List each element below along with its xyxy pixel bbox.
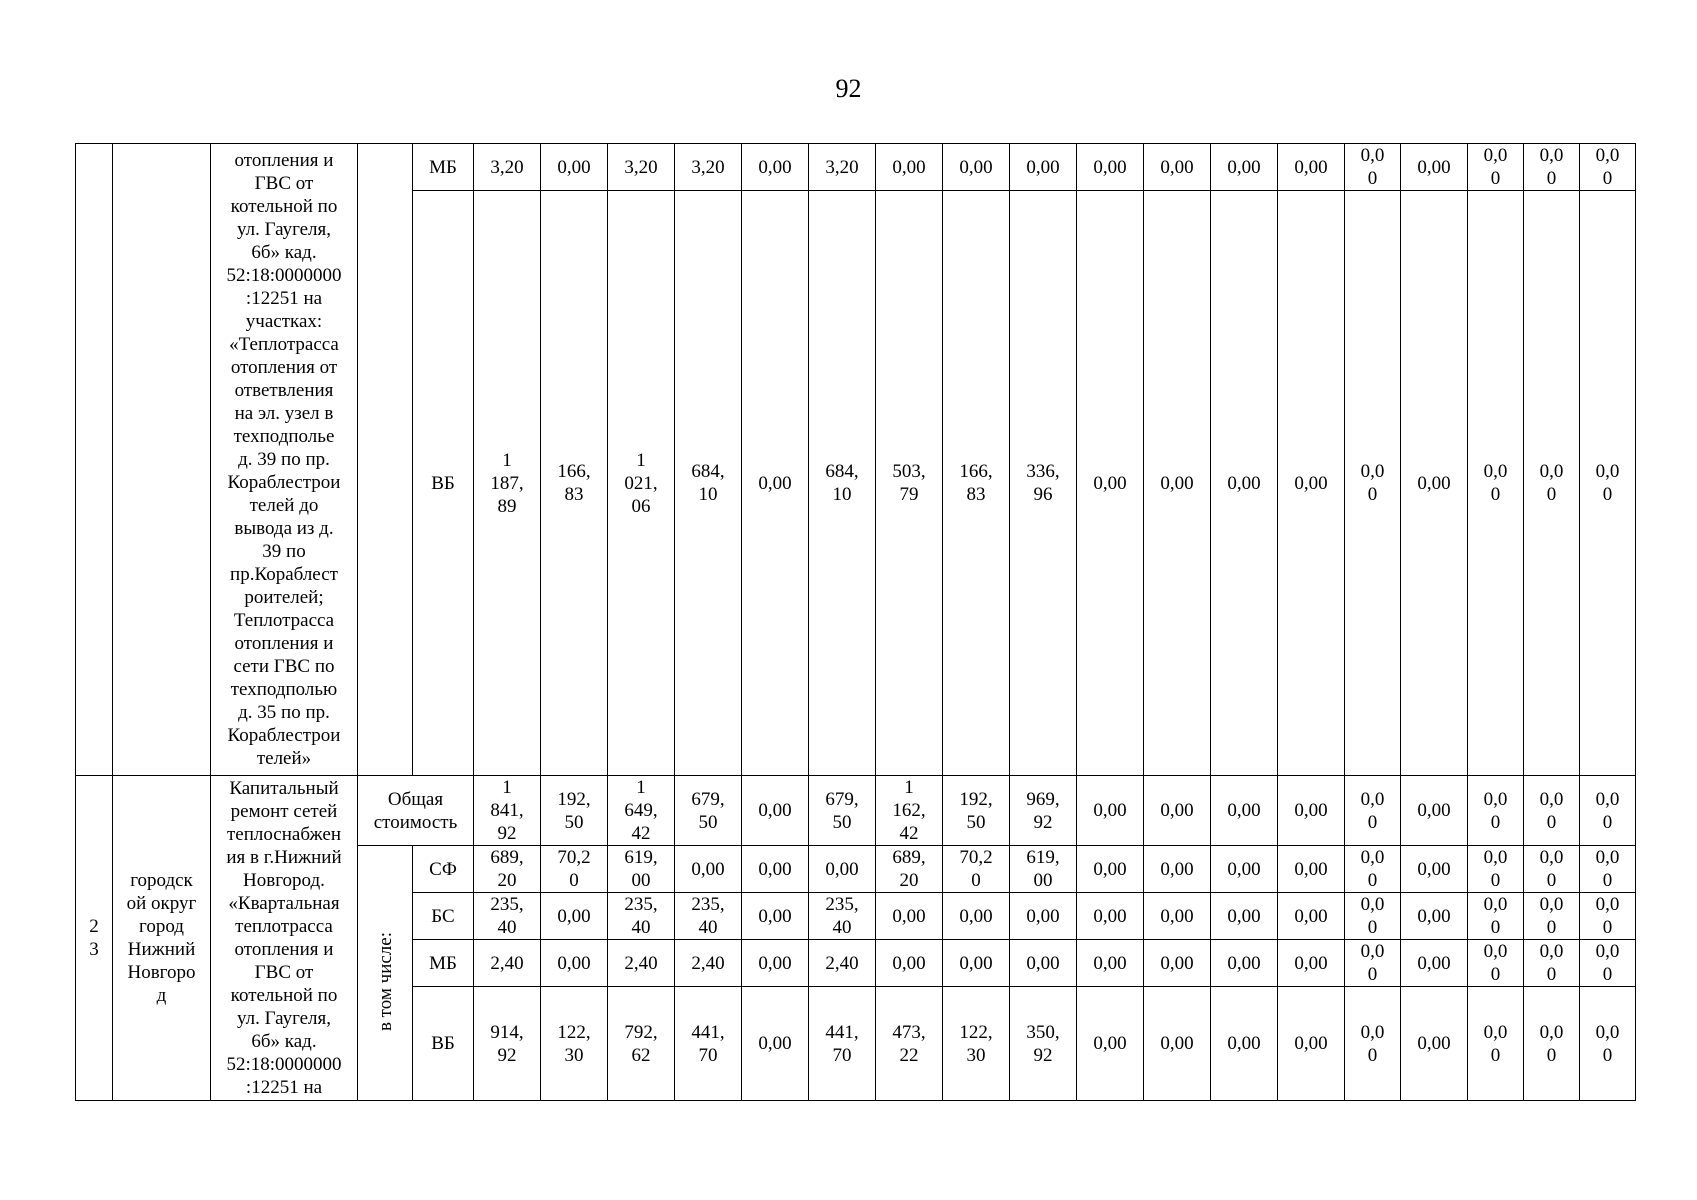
value-cell: 0,00 xyxy=(1211,940,1278,987)
value-cell: 0,0 0 xyxy=(1524,776,1580,846)
value-cell: 70,2 0 xyxy=(943,846,1010,893)
value-cell: 0,00 xyxy=(1144,940,1211,987)
value-cell: 0,0 0 xyxy=(1345,893,1401,940)
row-number-cell xyxy=(76,144,113,776)
value-cell: 192, 50 xyxy=(541,776,608,846)
value-cell: 0,00 xyxy=(742,987,809,1101)
value-cell: 0,0 0 xyxy=(1580,191,1636,776)
value-cell: 235, 40 xyxy=(675,893,742,940)
value-cell: 0,00 xyxy=(1401,893,1468,940)
value-cell: 2,40 xyxy=(474,940,541,987)
value-cell: 0,00 xyxy=(876,940,943,987)
value-cell: 0,00 xyxy=(1401,776,1468,846)
value-cell: 0,0 0 xyxy=(1468,191,1524,776)
value-cell: 70,2 0 xyxy=(541,846,608,893)
value-cell: 0,00 xyxy=(742,144,809,191)
value-cell: 0,0 0 xyxy=(1468,776,1524,846)
value-cell: 122, 30 xyxy=(943,987,1010,1101)
value-cell: 0,00 xyxy=(1278,144,1345,191)
value-cell: 0,00 xyxy=(1401,846,1468,893)
value-cell: 235, 40 xyxy=(608,893,675,940)
value-cell: 0,00 xyxy=(1077,940,1144,987)
table-row xyxy=(76,776,1636,846)
value-cell: 0,00 xyxy=(1144,776,1211,846)
value-cell: 3,20 xyxy=(675,144,742,191)
value-cell: 0,0 0 xyxy=(1345,191,1401,776)
value-cell: 0,00 xyxy=(1144,191,1211,776)
value-cell: 0,0 0 xyxy=(1468,144,1524,191)
value-cell: 0,0 0 xyxy=(1524,893,1580,940)
value-cell: 0,00 xyxy=(541,940,608,987)
value-cell: 0,00 xyxy=(1401,987,1468,1101)
municipality-cell xyxy=(113,144,211,776)
value-cell: 235, 40 xyxy=(474,893,541,940)
value-cell: 0,0 0 xyxy=(1468,893,1524,940)
value-cell: 0,00 xyxy=(742,191,809,776)
value-cell: 0,00 xyxy=(876,893,943,940)
value-cell: 0,00 xyxy=(1077,846,1144,893)
value-cell: 0,00 xyxy=(742,776,809,846)
value-cell: 679, 50 xyxy=(809,776,876,846)
source-label: МБ xyxy=(413,940,474,987)
value-cell: 0,0 0 xyxy=(1345,846,1401,893)
value-cell: 0,00 xyxy=(541,144,608,191)
value-cell: 914, 92 xyxy=(474,987,541,1101)
value-cell: 3,20 xyxy=(608,144,675,191)
value-cell: 684, 10 xyxy=(809,191,876,776)
value-cell: 0,00 xyxy=(943,940,1010,987)
value-cell: 1 021, 06 xyxy=(608,191,675,776)
value-cell: 0,00 xyxy=(1211,144,1278,191)
value-cell: 192, 50 xyxy=(943,776,1010,846)
value-cell: 0,00 xyxy=(742,846,809,893)
value-cell: 969, 92 xyxy=(1010,776,1077,846)
value-cell: 0,00 xyxy=(1401,940,1468,987)
value-cell: 0,0 0 xyxy=(1524,987,1580,1101)
value-cell: 0,00 xyxy=(1077,191,1144,776)
value-cell: 0,00 xyxy=(1077,893,1144,940)
value-cell: 0,00 xyxy=(1211,776,1278,846)
value-cell: 473, 22 xyxy=(876,987,943,1101)
value-cell: 235, 40 xyxy=(809,893,876,940)
table-row xyxy=(76,144,1636,191)
value-cell: 0,00 xyxy=(1077,776,1144,846)
value-cell: 1 187, 89 xyxy=(474,191,541,776)
value-cell: 0,00 xyxy=(1278,191,1345,776)
value-cell: 0,0 0 xyxy=(1580,893,1636,940)
value-cell: 2,40 xyxy=(608,940,675,987)
value-cell: 0,00 xyxy=(876,144,943,191)
value-cell: 1 162, 42 xyxy=(876,776,943,846)
value-cell: 0,00 xyxy=(943,893,1010,940)
value-cell: 0,00 xyxy=(1278,893,1345,940)
value-cell: 0,00 xyxy=(1278,776,1345,846)
value-cell: 0,00 xyxy=(1144,893,1211,940)
value-cell: 0,00 xyxy=(1278,940,1345,987)
value-cell: 0,0 0 xyxy=(1524,191,1580,776)
value-cell: 166, 83 xyxy=(943,191,1010,776)
value-cell: 441, 70 xyxy=(675,987,742,1101)
source-label: БС xyxy=(413,893,474,940)
value-cell: 0,0 0 xyxy=(1345,776,1401,846)
value-cell: 0,00 xyxy=(675,846,742,893)
value-cell: 0,0 0 xyxy=(1580,987,1636,1101)
value-cell: 0,00 xyxy=(809,846,876,893)
municipality-cell: городск ой округ город Нижний Новгоро д xyxy=(113,776,211,1101)
value-cell: 3,20 xyxy=(809,144,876,191)
value-cell: 0,0 0 xyxy=(1524,940,1580,987)
value-cell: 441, 70 xyxy=(809,987,876,1101)
value-cell: 689, 20 xyxy=(474,846,541,893)
value-cell: 0,0 0 xyxy=(1345,987,1401,1101)
value-cell: 0,00 xyxy=(1211,987,1278,1101)
including-label-cell xyxy=(358,846,413,1101)
value-cell: 0,0 0 xyxy=(1580,144,1636,191)
source-label: МБ xyxy=(413,144,474,191)
value-cell: 0,00 xyxy=(1077,987,1144,1101)
value-cell: 166, 83 xyxy=(541,191,608,776)
value-cell: 0,00 xyxy=(1144,987,1211,1101)
value-cell: 792, 62 xyxy=(608,987,675,1101)
value-cell: 2,40 xyxy=(809,940,876,987)
page-number: 92 xyxy=(835,74,862,103)
value-cell: 0,0 0 xyxy=(1345,940,1401,987)
value-cell: 0,0 0 xyxy=(1580,940,1636,987)
value-cell: 350, 92 xyxy=(1010,987,1077,1101)
value-cell: 0,00 xyxy=(943,144,1010,191)
value-cell: 0,0 0 xyxy=(1468,940,1524,987)
value-cell: 0,00 xyxy=(742,940,809,987)
value-cell: 0,0 0 xyxy=(1468,846,1524,893)
value-cell: 0,00 xyxy=(1401,144,1468,191)
object-description: Капитальный ремонт сетей теплоснабжен ия в г.Нижний Новгород. «Квартальная теплотрасса отопления и ГВС от котельной по ул. Гаугеля, 6б» кад. 52:18:0000000 :12251 на xyxy=(211,776,358,1101)
value-cell: 0,00 xyxy=(1077,144,1144,191)
value-cell: 0,00 xyxy=(1144,846,1211,893)
value-cell: 2,40 xyxy=(675,940,742,987)
value-cell: 1 649, 42 xyxy=(608,776,675,846)
value-cell: 0,00 xyxy=(742,893,809,940)
value-cell: 0,0 0 xyxy=(1580,846,1636,893)
including-label: в том числе: xyxy=(374,931,396,1032)
value-cell: 0,00 xyxy=(1401,191,1468,776)
value-cell: 0,0 0 xyxy=(1524,144,1580,191)
value-cell: 619, 00 xyxy=(1010,846,1077,893)
value-cell: 0,00 xyxy=(541,893,608,940)
value-cell: 122, 30 xyxy=(541,987,608,1101)
source-label: ВБ xyxy=(413,191,474,776)
including-cell xyxy=(358,144,413,776)
value-cell: 0,0 0 xyxy=(1580,776,1636,846)
source-label: СФ xyxy=(413,846,474,893)
value-cell: 0,0 0 xyxy=(1345,144,1401,191)
object-description: отопления и ГВС от котельной по ул. Гаугеля, 6б» кад. 52:18:0000000 :12251 на участках: «Теплотрасса отопления от ответвления на эл. узел в техподполье д. 39 по пр. Кораблестрои телей до вывода из д. 39 по пр.Кораблест роителей; Теплотрасса отопления и сети ГВС по техподполью д. 35 по пр. Кораблестрои телей» xyxy=(211,144,358,776)
value-cell: 0,00 xyxy=(1211,846,1278,893)
value-cell: 0,0 0 xyxy=(1468,987,1524,1101)
value-cell: 0,00 xyxy=(1278,987,1345,1101)
value-cell: 0,00 xyxy=(1144,144,1211,191)
source-label: ВБ xyxy=(413,987,474,1101)
value-cell: 0,00 xyxy=(1010,893,1077,940)
value-cell: 619, 00 xyxy=(608,846,675,893)
value-cell: 0,0 0 xyxy=(1524,846,1580,893)
value-cell: 0,00 xyxy=(1278,846,1345,893)
value-cell: 3,20 xyxy=(474,144,541,191)
value-cell: 0,00 xyxy=(1010,144,1077,191)
value-cell: 503, 79 xyxy=(876,191,943,776)
value-cell: 0,00 xyxy=(1211,191,1278,776)
value-cell: 679, 50 xyxy=(675,776,742,846)
value-cell: 1 841, 92 xyxy=(474,776,541,846)
value-cell: 0,00 xyxy=(1211,893,1278,940)
total-cost-label: Общая стоимость xyxy=(358,776,474,846)
value-cell: 336, 96 xyxy=(1010,191,1077,776)
row-number-cell: 2 3 xyxy=(76,776,113,1101)
budget-table xyxy=(75,143,1636,1101)
value-cell: 0,00 xyxy=(1010,940,1077,987)
value-cell: 684, 10 xyxy=(675,191,742,776)
value-cell: 689, 20 xyxy=(876,846,943,893)
